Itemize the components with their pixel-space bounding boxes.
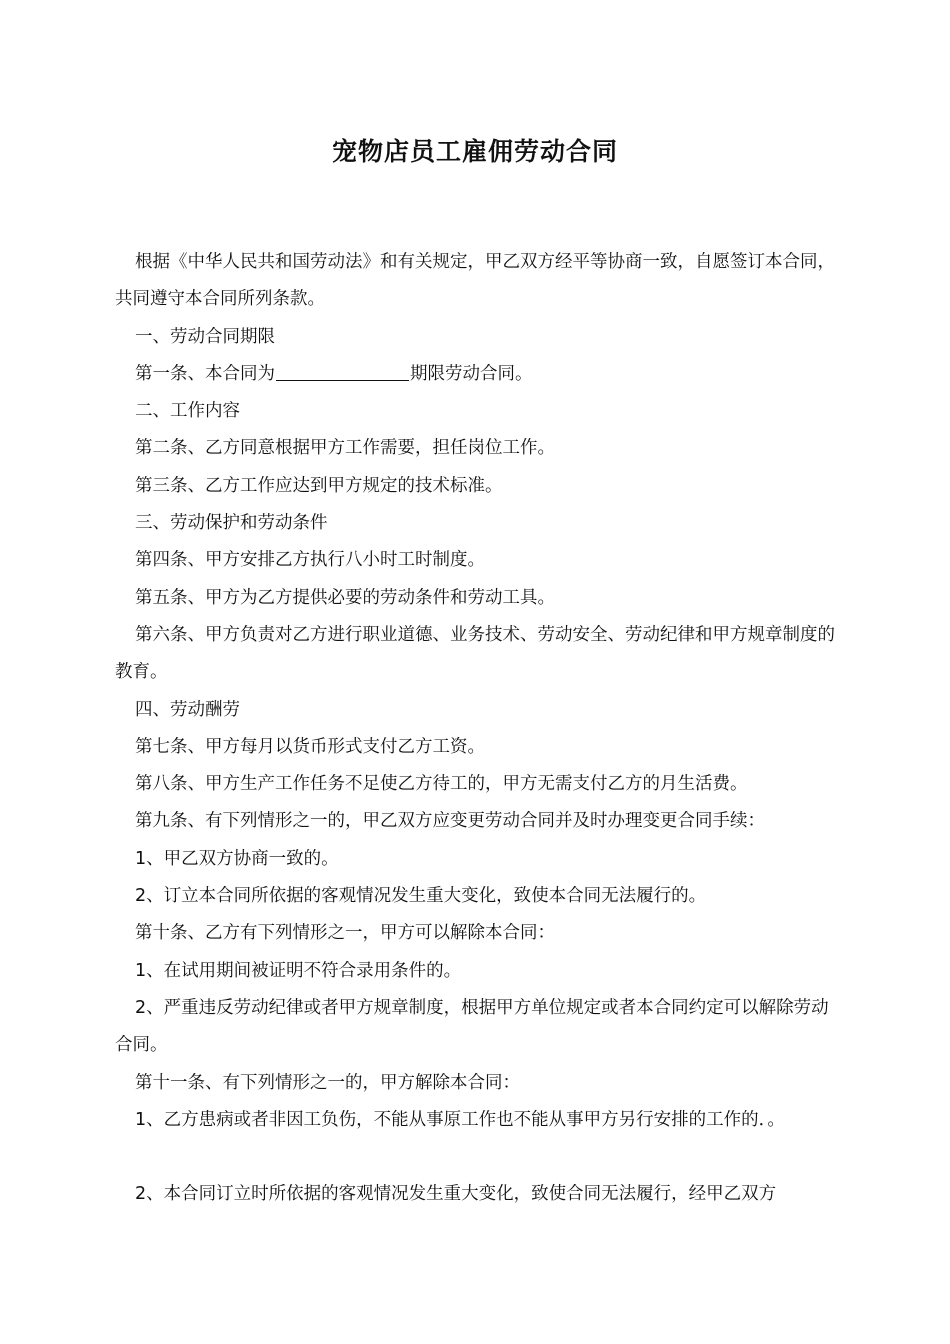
intro-paragraph: 根据《中华人民共和国劳动法》和有关规定，甲乙双方经平等协商一致，自愿签订本合同，共同遵守本合同所列条款。 xyxy=(115,252,835,310)
section-heading-remuneration: 四、劳动酬劳 xyxy=(135,699,240,720)
article-9-item-1: 1、甲乙双方协商一致的。 xyxy=(135,848,339,869)
article-10: 第十条、乙方有下列情形之一，甲方可以解除本合同： xyxy=(135,923,555,944)
section-heading-term: 一、劳动合同期限 xyxy=(135,326,275,347)
article-10-item-1: 1、在试用期间被证明不符合录用条件的。 xyxy=(135,960,462,981)
article-9: 第九条、有下列情形之一的，甲乙双方应变更劳动合同并及时办理变更合同手续： xyxy=(135,811,765,832)
article-6: 第六条、甲方负责对乙方进行职业道德、业务技术、劳动安全、劳动纪律和甲方规章制度的教育。 xyxy=(115,624,835,683)
article-9-item-2: 2、订立本合同所依据的客观情况发生重大变化，致使本合同无法履行的。 xyxy=(135,886,707,907)
document-body xyxy=(115,244,840,1213)
article-1 xyxy=(115,356,840,393)
article-7: 第七条、甲方每月以货币形式支付乙方工资。 xyxy=(135,736,485,757)
document-title: 宠物店员工雇佣劳动合同 xyxy=(331,137,618,166)
article-1-text-before: 第一条、本合同为 xyxy=(135,363,275,384)
article-10-item-2: 2、严重违反劳动纪律或者甲方规章制度，根据甲方单位规定或者本合同约定可以解除劳动合同。 xyxy=(115,997,829,1056)
article-2: 第二条、乙方同意根据甲方工作需要，担任岗位工作。 xyxy=(135,438,555,459)
article-8: 第八条、甲方生产工作任务不足使乙方待工的，甲方无需支付乙方的月生活费。 xyxy=(135,774,748,795)
article-4: 第四条、甲方安排乙方执行八小时工时制度。 xyxy=(135,550,485,571)
contract-term-blank-field xyxy=(276,362,409,381)
section-heading-labor-protection: 三、劳动保护和劳动条件 xyxy=(135,513,328,534)
article-11: 第十一条、有下列情形之一的，甲方解除本合同： xyxy=(135,1072,520,1093)
section-heading-work-content: 二、工作内容 xyxy=(135,401,240,422)
article-11-item-2: 2、本合同订立时所依据的客观情况发生重大变化，致使合同无法履行，经甲乙双方 xyxy=(135,1184,777,1205)
article-11-item-1: 1、乙方患病或者非因工负伤，不能从事原工作也不能从事甲方另行安排的工作的．。 xyxy=(135,1109,785,1130)
article-3: 第三条、乙方工作应达到甲方规定的技术标准。 xyxy=(135,475,503,496)
article-1-text-after: 期限劳动合同。 xyxy=(410,363,533,384)
article-5: 第五条、甲方为乙方提供必要的劳动条件和劳动工具。 xyxy=(135,587,555,608)
